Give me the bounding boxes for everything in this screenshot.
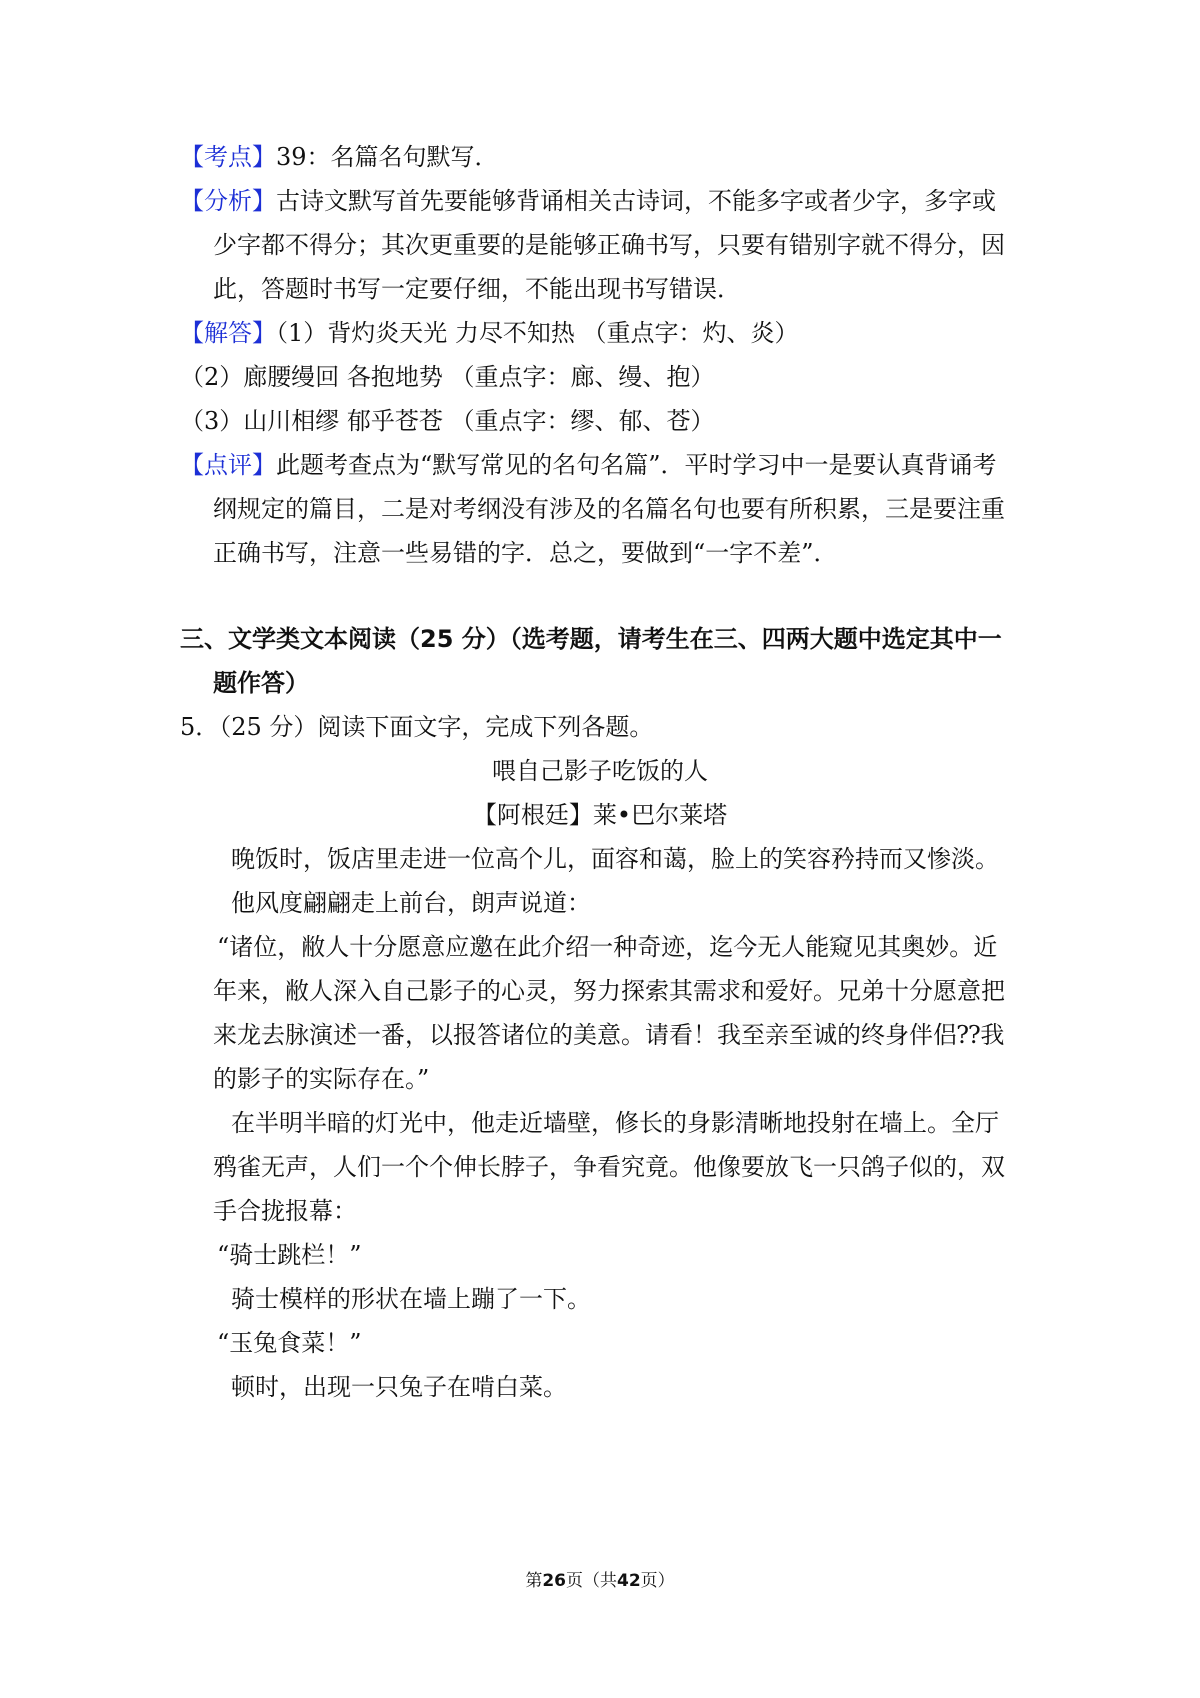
story-line-9: 手合拢报幕： <box>213 1197 357 1225</box>
story-line-6: 的影子的实际存在。” <box>213 1065 430 1093</box>
story-line-8: 鸦雀无声，人们一个个伸长脖子，争看究竟。他像要放飞一只鸽子似的，双 <box>213 1153 1005 1181</box>
dianping-line-3: 正确书写，注意一些易错的字．总之，要做到“一字不差”． <box>213 539 838 567</box>
story-line-11: 骑士模样的形状在墙上蹦了一下。 <box>231 1285 591 1313</box>
footer-suffix: 页） <box>640 1571 675 1591</box>
jieda-line-2: （2）廊腰缦回 各抱地势 （重点字：廊、缦、抱） <box>180 363 715 391</box>
story-line-5: 来龙去脉演述一番，以报答诸位的美意。请看！我至亲至诚的终身伴侣⁇我 <box>213 1021 1005 1049</box>
story-line-2: 他风度翩翩走上前台，朗声说道： <box>231 889 591 917</box>
story-line-4: 年来，敝人深入自己影子的心灵，努力探索其需求和爱好。兄弟十分愿意把 <box>213 977 1005 1005</box>
jieda-tag: 【解答】 <box>180 319 276 347</box>
story-line-13: 顿时，出现一只兔子在啃白菜。 <box>231 1373 567 1401</box>
fenxi-line-3: 此，答题时书写一定要仔细，不能出现书写错误． <box>213 275 741 303</box>
footer-page-number: 26 <box>542 1571 566 1591</box>
jieda-line-1 <box>180 318 799 348</box>
dianping-text-1: 此题考查点为“默写常见的名句名篇”．平时学习中一是要认真背诵考 <box>276 451 997 479</box>
jieda-line-3: （3）山川相缪 郁乎苍苍 （重点字：缪、郁、苍） <box>180 407 715 435</box>
section-three-heading-1: 三、文学类文本阅读（25 分）（选考题，请考生在三、四两大题中选定其中一 <box>180 625 1002 653</box>
kaodian-tag: 【考点】 <box>180 143 276 171</box>
kaodian-line <box>180 142 499 172</box>
fenxi-tag: 【分析】 <box>180 187 276 215</box>
story-line-10: “骑士跳栏！” <box>217 1241 362 1269</box>
story-line-12: “玉兔食菜！” <box>217 1329 362 1357</box>
question-5: 5．（25 分）阅读下面文字，完成下列各题。 <box>180 713 654 741</box>
footer-middle: 页（共 <box>566 1571 617 1591</box>
fenxi-line-2: 少字都不得分；其次更重要的是能够正确书写，只要有错别字就不得分，因 <box>213 231 1005 259</box>
jieda-text-1: （1）背灼炎天光 力尽不知热 （重点字：灼、炎） <box>276 319 799 347</box>
footer-prefix: 第 <box>525 1571 543 1591</box>
footer-total-pages: 42 <box>617 1571 641 1591</box>
story-line-3: “诸位，敝人十分愿意应邀在此介绍一种奇迹，迄今无人能窥见其奥妙。近 <box>217 933 998 961</box>
dianping-tag: 【点评】 <box>180 451 276 479</box>
story-author: 【阿根廷】莱•巴尔莱塔 <box>472 801 728 829</box>
fenxi-text-1: 古诗文默写首先要能够背诵相关古诗词，不能多字或者少字，多字或 <box>276 187 996 215</box>
fenxi-line-1 <box>180 186 996 216</box>
story-title: 喂自己影子吃饭的人 <box>492 757 708 785</box>
kaodian-text: 39：名篇名句默写． <box>276 143 499 171</box>
page-footer <box>0 1566 1200 1591</box>
story-line-7: 在半明半暗的灯光中，他走近墙壁，修长的身影清晰地投射在墙上。全厅 <box>231 1109 999 1137</box>
story-line-1: 晚饭时，饭店里走进一位高个儿，面容和蔼，脸上的笑容矜持而又惨淡。 <box>231 845 999 873</box>
section-three-heading-2: 题作答） <box>213 669 309 697</box>
dianping-line-1 <box>180 450 997 480</box>
dianping-line-2: 纲规定的篇目，二是对考纲没有涉及的名篇名句也要有所积累，三是要注重 <box>213 495 1005 523</box>
